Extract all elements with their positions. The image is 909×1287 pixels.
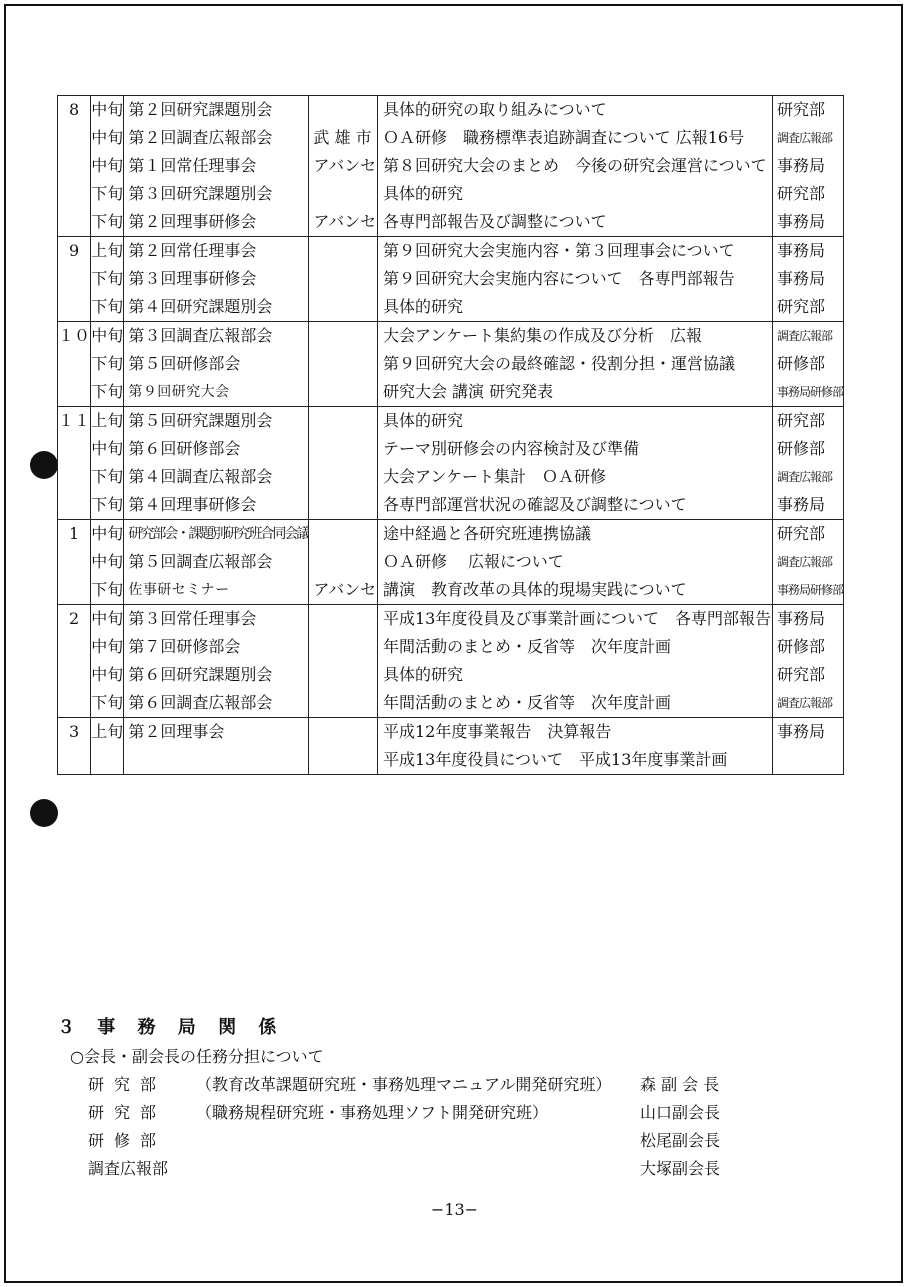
month-label: 8	[68, 100, 80, 119]
dept-text: 研修部	[776, 637, 825, 656]
dept-cell	[772, 322, 843, 407]
dept-text: 調査広報部	[776, 696, 832, 710]
meeting-text: 第１回常任理事会	[128, 156, 257, 175]
content-text: 具体的研究の取り組みについて	[382, 100, 607, 119]
role-person: 山口副会長	[640, 1103, 721, 1122]
dept-text: 調査広報部	[776, 555, 832, 569]
venue-text	[313, 350, 377, 378]
period-text: 上旬	[91, 411, 124, 430]
meeting-text: 第２回理事研修会	[128, 212, 257, 231]
month-cell	[58, 237, 91, 322]
dept-text: 研修部	[776, 354, 825, 373]
role-person: 大塚副会長	[640, 1159, 721, 1178]
content-text: 平成12年度事業報告 決算報告	[382, 722, 612, 741]
role-team: （職務規程研究班・事務処理ソフト開発研究班）	[196, 1103, 549, 1122]
dept-text: 事務局	[776, 609, 825, 628]
dept-text	[777, 746, 843, 774]
period-text: 中旬	[91, 326, 124, 345]
month-cell	[58, 96, 91, 237]
venue-text	[313, 293, 377, 321]
dept-cell	[772, 605, 843, 718]
dept-cell	[772, 718, 843, 775]
meeting-text: 第３回調査広報部会	[128, 326, 273, 345]
month-label: 2	[68, 609, 80, 628]
content-cell	[377, 718, 772, 775]
month-label: 1	[68, 524, 80, 543]
period-text: 下旬	[91, 297, 124, 316]
venue-cell	[309, 605, 378, 718]
content-text: 具体的研究	[382, 665, 463, 684]
period-cell	[91, 96, 124, 237]
content-text: 第８回研究大会のまとめ 今後の研究会運営について	[382, 156, 767, 175]
meeting-cell	[124, 96, 309, 237]
dept-cell	[772, 96, 843, 237]
period-text: 中旬	[91, 156, 124, 175]
content-text: 年間活動のまとめ・反省等 次年度計画	[382, 637, 671, 656]
section-subtitle: ○会長・副会長の任務分担について	[70, 1047, 324, 1066]
content-text: ＯＡ研修 職務標準表追跡調査について 広報16号	[382, 128, 745, 147]
content-text: 具体的研究	[382, 184, 463, 203]
period-text: 下旬	[91, 580, 124, 599]
schedule-group	[58, 407, 844, 520]
venue-text: 武 雄 市	[313, 128, 372, 147]
meeting-cell	[124, 237, 309, 322]
content-cell	[377, 520, 772, 605]
dept-text: 事務局研修部	[776, 385, 843, 399]
period-cell	[91, 718, 124, 775]
venue-text	[313, 96, 377, 124]
dept-text: 研究部	[776, 524, 825, 543]
dept-cell	[772, 520, 843, 605]
schedule-group	[58, 520, 844, 605]
meeting-cell	[124, 520, 309, 605]
venue-text	[313, 265, 377, 293]
venue-text	[313, 718, 377, 746]
content-text: 第９回研究大会実施内容・第３回理事会について	[382, 241, 735, 260]
venue-cell	[309, 718, 378, 775]
venue-cell	[309, 237, 378, 322]
month-cell	[58, 407, 91, 520]
dept-text: 研究部	[776, 184, 825, 203]
period-text: 中旬	[91, 524, 124, 543]
content-cell	[377, 96, 772, 237]
venue-text: アバンセ	[313, 580, 377, 599]
meeting-text: 研究部会・課題別研究班合同会議	[128, 526, 309, 542]
meeting-text: 第６回研修部会	[128, 439, 241, 458]
period-text: 下旬	[91, 354, 124, 373]
venue-cell	[309, 520, 378, 605]
dept-text: 調査広報部	[776, 131, 832, 145]
dept-text: 研修部	[776, 439, 825, 458]
venue-text	[313, 605, 377, 633]
content-text: 講演 教育改革の具体的現場実践について	[382, 580, 687, 599]
content-text: 途中経過と各研究班連携協議	[382, 524, 591, 543]
meeting-text: 第２回理事会	[128, 722, 225, 741]
meeting-text: 第２回研究課題別会	[128, 100, 273, 119]
meeting-text: 第４回研究課題別会	[128, 297, 273, 316]
venue-text	[313, 322, 377, 350]
role-person: 森 副 会 長	[640, 1075, 720, 1094]
meeting-text: 第４回調査広報部会	[128, 467, 273, 486]
section-title: ３ 事 務 局 関 係	[57, 1017, 285, 1038]
month-cell	[58, 322, 91, 407]
dept-text: 研究部	[776, 665, 825, 684]
venue-text: アバンセ	[313, 156, 377, 175]
meeting-text	[128, 746, 308, 774]
period-text: 中旬	[91, 552, 124, 571]
month-label: 9	[68, 241, 80, 260]
punch-hole	[30, 451, 58, 479]
dept-text: 事務局	[776, 212, 825, 231]
meeting-text: 第５回調査広報部会	[128, 552, 273, 571]
dept-text: 研究部	[776, 411, 825, 430]
role-row	[88, 1156, 748, 1182]
content-text: テーマ別研修会の内容検討及び準備	[382, 439, 639, 458]
content-cell	[377, 322, 772, 407]
period-text: 中旬	[91, 439, 124, 458]
content-text: 具体的研究	[382, 411, 463, 430]
period-text: 下旬	[91, 184, 124, 203]
period-cell	[91, 407, 124, 520]
month-cell	[58, 520, 91, 605]
venue-cell	[309, 96, 378, 237]
schedule-group	[58, 605, 844, 718]
period-cell	[91, 605, 124, 718]
venue-text	[313, 548, 377, 576]
venue-text	[313, 237, 377, 265]
venue-text	[313, 746, 377, 774]
dept-text: 事務局	[776, 722, 825, 741]
dept-cell	[772, 237, 843, 322]
dept-text: 事務局	[776, 156, 825, 175]
venue-text: アバンセ	[313, 212, 377, 231]
role-dept: 研究部	[88, 1103, 167, 1122]
schedule-group	[58, 718, 844, 775]
month-label: １０	[58, 326, 91, 345]
punch-hole	[30, 799, 58, 827]
venue-text	[313, 378, 377, 406]
content-text: ＯＡ研修 広報について	[382, 552, 564, 571]
meeting-cell	[124, 407, 309, 520]
dept-cell	[772, 407, 843, 520]
meeting-text: 第６回調査広報部会	[128, 693, 273, 712]
meeting-text: 第３回常任理事会	[128, 609, 257, 628]
role-dept: 調査広報部	[88, 1159, 169, 1178]
venue-cell	[309, 322, 378, 407]
venue-text	[313, 520, 377, 548]
content-cell	[377, 237, 772, 322]
dept-text: 調査広報部	[776, 470, 832, 484]
role-row	[88, 1100, 748, 1126]
role-person: 松尾副会長	[640, 1131, 721, 1150]
dept-text: 事務局	[776, 495, 825, 514]
content-text: 各専門部報告及び調整について	[382, 212, 607, 231]
content-cell	[377, 407, 772, 520]
period-text: 下旬	[91, 495, 124, 514]
period-cell	[91, 237, 124, 322]
month-cell	[58, 605, 91, 718]
content-text: 第９回研究大会実施内容について 各専門部報告	[382, 269, 735, 288]
role-row	[88, 1128, 748, 1154]
venue-text	[313, 661, 377, 689]
role-team: （教育改革課題研究班・事務処理マニュアル開発研究班）	[196, 1075, 612, 1094]
meeting-text: 第３回研究課題別会	[128, 184, 273, 203]
period-text: 下旬	[91, 382, 124, 401]
month-cell	[58, 718, 91, 775]
venue-text	[313, 407, 377, 435]
meeting-text: 第５回研究課題別会	[128, 411, 273, 430]
dept-text: 事務局	[776, 269, 825, 288]
period-text: 上旬	[91, 241, 124, 260]
dept-text: 事務局	[776, 241, 825, 260]
meeting-text: 第５回研修部会	[128, 354, 241, 373]
content-text: 第９回研究大会の最終確認・役割分担・運営協議	[382, 354, 735, 373]
meeting-text: 第６回研究課題別会	[128, 665, 273, 684]
period-text: 中旬	[91, 665, 124, 684]
dept-text: 研究部	[776, 100, 825, 119]
role-row	[88, 1072, 748, 1098]
role-dept: 研究部	[88, 1075, 167, 1094]
period-text: 下旬	[91, 212, 124, 231]
venue-text	[313, 689, 377, 717]
period-text: 中旬	[91, 128, 124, 147]
meeting-text: 第４回理事研修会	[128, 495, 257, 514]
content-text: 大会アンケート集約集の作成及び分析 広報	[382, 326, 703, 345]
meeting-cell	[124, 322, 309, 407]
meeting-text: 第２回調査広報部会	[128, 128, 273, 147]
dept-text: 事務局研修部	[776, 583, 843, 597]
venue-text	[313, 463, 377, 491]
schedule-group	[58, 322, 844, 407]
content-text: 研究大会 講演 研究発表	[382, 382, 554, 401]
meeting-text: 第７回研修部会	[128, 637, 241, 656]
meeting-cell	[124, 605, 309, 718]
venue-text	[313, 435, 377, 463]
period-text: 下旬	[91, 269, 124, 288]
period-text: 中旬	[91, 100, 124, 119]
schedule-table	[57, 95, 844, 775]
content-text: 平成13年度役員について 平成13年度事業計画	[382, 750, 728, 769]
period-text: 下旬	[91, 467, 124, 486]
period-cell	[91, 520, 124, 605]
content-cell	[377, 605, 772, 718]
venue-cell	[309, 407, 378, 520]
content-text: 具体的研究	[382, 297, 463, 316]
meeting-text: 第２回常任理事会	[128, 241, 257, 260]
dept-text: 研究部	[776, 297, 825, 316]
venue-text	[313, 491, 377, 519]
meeting-text: 第３回理事研修会	[128, 269, 257, 288]
content-text: 平成13年度役員及び事業計画について 各専門部報告	[382, 609, 772, 628]
meeting-cell	[124, 718, 309, 775]
period-text: 中旬	[91, 609, 124, 628]
month-label: 3	[68, 722, 80, 741]
content-text: 各専門部運営状況の確認及び調整について	[382, 495, 687, 514]
month-label: １１	[58, 411, 91, 430]
period-text: 上旬	[91, 722, 124, 741]
content-text: 年間活動のまとめ・反省等 次年度計画	[382, 693, 671, 712]
schedule-group	[58, 237, 844, 322]
period-text: 下旬	[91, 693, 124, 712]
venue-text	[313, 180, 377, 208]
dept-text: 調査広報部	[776, 329, 832, 343]
meeting-text: 佐 事 研 セ ミ ナ ー	[128, 582, 228, 598]
content-text: 大会アンケート集計 ＯＡ研修	[382, 467, 607, 486]
schedule-group	[58, 96, 844, 237]
period-text	[91, 746, 123, 774]
meeting-text: 第 ９ 回 研 究 大 会	[128, 384, 228, 400]
page-number: −13−	[430, 1200, 479, 1219]
period-text: 中旬	[91, 637, 124, 656]
venue-text	[313, 633, 377, 661]
role-dept: 研修部	[88, 1131, 167, 1150]
period-cell	[91, 322, 124, 407]
